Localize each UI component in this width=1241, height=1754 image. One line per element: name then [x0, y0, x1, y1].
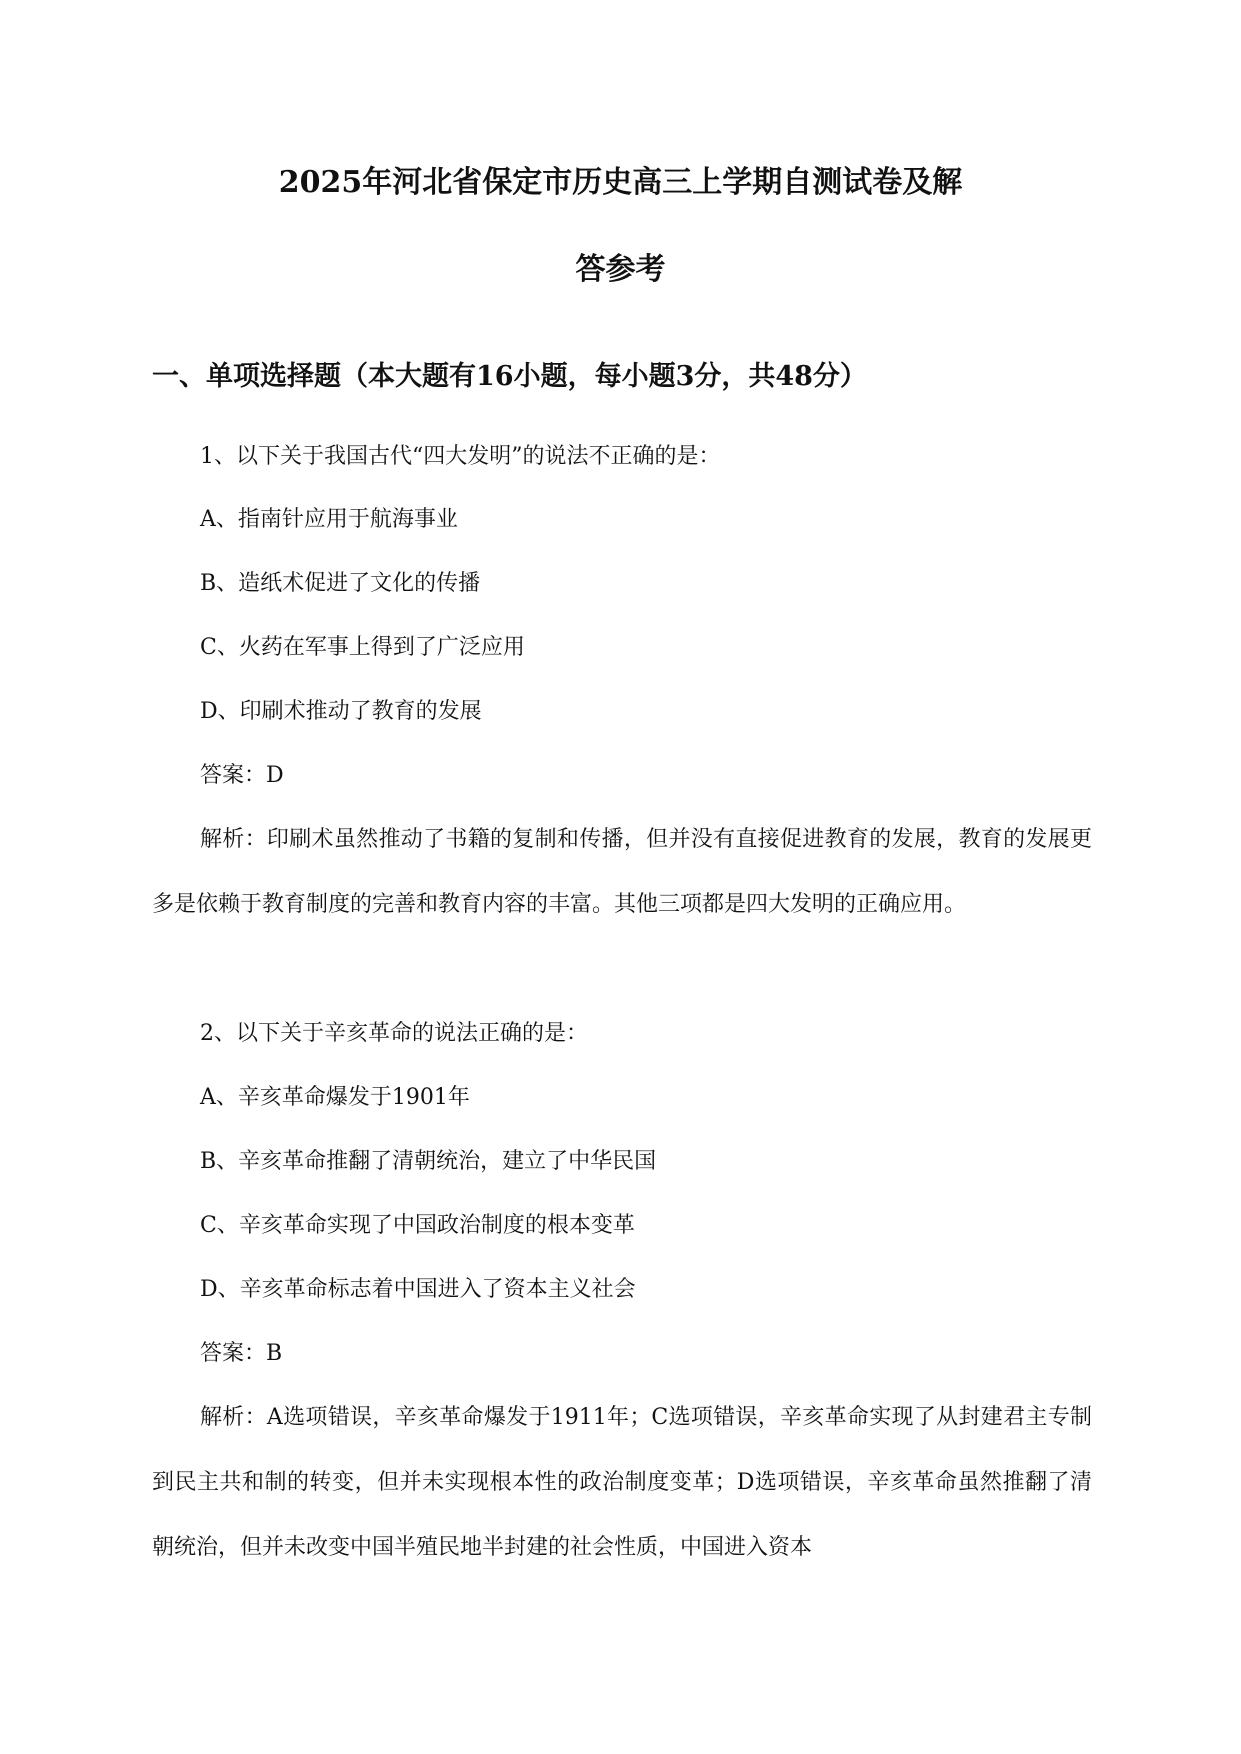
question-1-answer: 答案：D: [200, 763, 284, 788]
question-1-option-b: B、造纸术促进了文化的传播: [200, 571, 481, 596]
question-1-analysis: 解析：印刷术虽然推动了书籍的复制和传播，但并没有直接促进教育的发展，教育的发展更多是依赖于教育制度的完善和教育内容的丰富。其他三项都是四大发明的正确应用。: [152, 827, 1092, 917]
document-title-line-1: 2025年河北省保定市历史高三上学期自测试卷及解: [278, 165, 963, 200]
question-1-stem: 1、以下关于我国古代“四大发明”的说法不正确的是：: [200, 444, 721, 469]
question-2-option-b: B、辛亥革命推翻了清朝统治，建立了中华民国: [200, 1149, 657, 1174]
question-2-answer: 答案：B: [200, 1341, 283, 1366]
section-heading: 一、单项选择题（本大题有16小题，每小题3分，共48分）: [152, 361, 867, 392]
question-2-analysis: 解析：A选项错误，辛亥革命爆发于1911年；C选项错误，辛亥革命实现了从封建君主专制到民主共和制的转变，但并未实现根本性的政治制度变革；D选项错误，辛亥革命虽然推翻了清朝统治，但并未改变中国半殖民地半封建的社会性质，中国进入资本: [152, 1405, 1092, 1560]
question-2-option-c: C、辛亥革命实现了中国政治制度的根本变革: [200, 1213, 635, 1238]
document-title-line-2: 答参考: [575, 252, 666, 287]
question-1-option-c: C、火药在军事上得到了广泛应用: [200, 635, 525, 660]
question-1-option-a: A、指南针应用于航海事业: [200, 507, 458, 532]
question-2-stem: 2、以下关于辛亥革命的说法正确的是：: [200, 1021, 588, 1046]
question-2-option-d: D、辛亥革命标志着中国进入了资本主义社会: [200, 1277, 636, 1302]
question-2-option-a: A、辛亥革命爆发于1901年: [200, 1085, 470, 1110]
question-1-option-d: D、印刷术推动了教育的发展: [200, 699, 482, 724]
